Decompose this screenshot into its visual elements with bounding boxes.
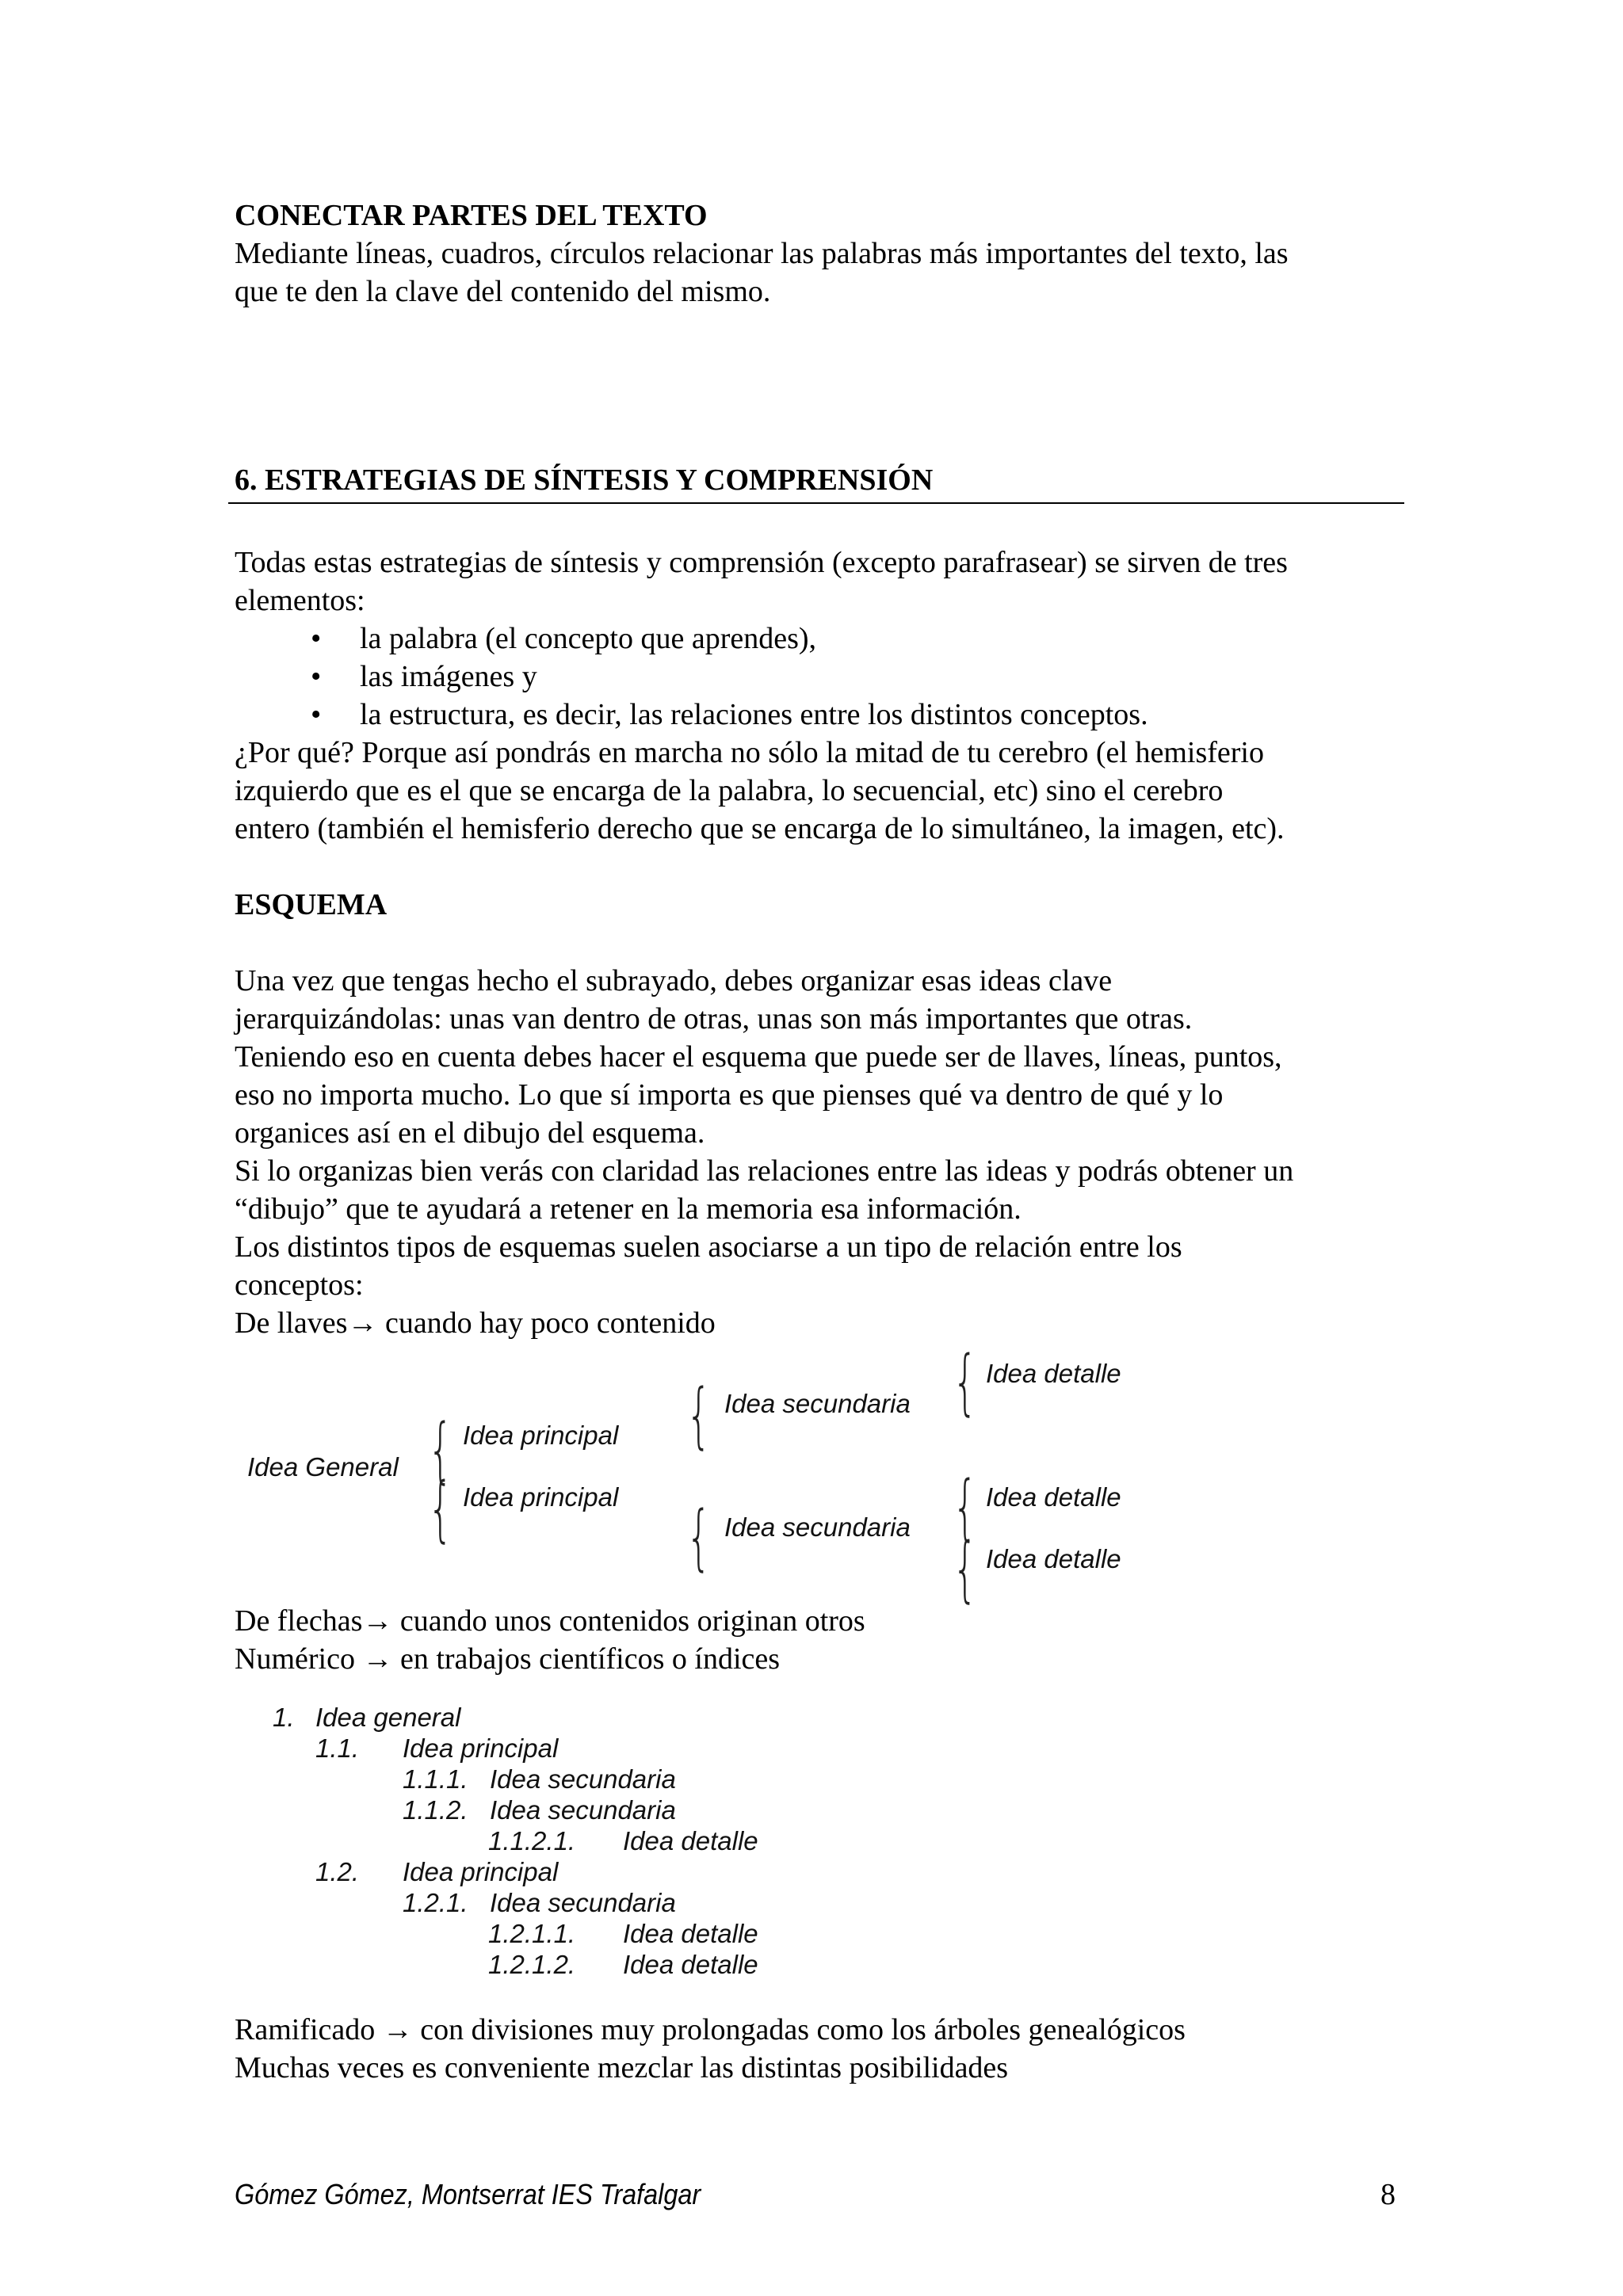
conectar-line-1: Mediante líneas, cuadros, círculos relacionar las palabras más importantes del texto, las <box>235 237 1289 270</box>
ramificado-label: Ramificado <box>235 2013 383 2046</box>
esquema-line-8: Los distintos tipos de esquemas suelen asociarse a un tipo de relación entre los <box>235 1230 1182 1264</box>
esquema-line-1: Una vez que tengas hecho el subrayado, debes organizar esas ideas clave <box>235 964 1113 997</box>
brace-icon: { <box>686 1496 712 1579</box>
intro-line-2: elementos: <box>235 584 365 617</box>
arrow-icon: → <box>347 1306 378 1340</box>
outline-num: 1.2.1. <box>403 1888 468 1917</box>
numerico-line <box>235 1640 1398 1678</box>
esquema-line-5: organices así en el dibujo del esquema. <box>235 1116 705 1150</box>
outline-num: 1.2.1.2. <box>488 1950 576 1979</box>
outline-num: 1.1.1. <box>403 1764 468 1794</box>
footer-author: Gómez Gómez, Montserrat IES Trafalgar <box>235 2178 701 2210</box>
heading-underline <box>228 502 1404 504</box>
brace-general: Idea General <box>247 1452 399 1482</box>
arrow-icon: → <box>362 1604 393 1638</box>
brace-detalle-1: Idea detalle <box>986 1359 1121 1388</box>
brace-icon: { <box>428 1409 453 1492</box>
arrow-icon: → <box>382 2013 413 2046</box>
section-heading-6: 6. ESTRATEGIAS DE SÍNTESIS Y COMPRENSIÓN <box>235 463 934 497</box>
section-heading-conectar: CONECTAR PARTES DEL TEXTO <box>235 199 708 232</box>
why-line-1: ¿Por qué? Porque así pondrás en marcha no sólo la mitad de tu cerebro (el hemisferio <box>235 736 1264 769</box>
flechas-label: De flechas <box>235 1604 363 1638</box>
why-line-2: izquierdo que es el que se encarga de la palabra, lo secuencial, etc) sino el cerebro <box>235 774 1224 807</box>
conectar-line-2: que te den la clave del contenido del mismo. <box>235 275 771 308</box>
outline-text: Idea detalle <box>623 1950 758 1979</box>
brace-icon: { <box>953 1527 978 1611</box>
numerico-desc: en trabajos científicos o índices <box>392 1642 781 1676</box>
brace-principal-2: Idea principal <box>463 1482 619 1512</box>
bullet-dot: • <box>311 660 322 693</box>
esquema-line-7: “dibujo” que te ayudará a retener en la memoria esa información. <box>235 1192 1022 1226</box>
brace-detalle-3: Idea detalle <box>986 1544 1121 1573</box>
outline-text: Idea principal <box>403 1857 559 1886</box>
outline-text: Idea detalle <box>623 1919 758 1948</box>
esquema-line-2: jerarquizándolas: unas van dentro de otras, unas son más importantes que otras. <box>235 1002 1193 1035</box>
esquema-line-3: Teniendo eso en cuenta debes hacer el esquema que puede ser de llaves, líneas, puntos, <box>235 1040 1282 1074</box>
esquema-line-6: Si lo organizas bien verás con claridad las relaciones entre las ideas y podrás obtener un <box>235 1154 1294 1188</box>
esquema-line-9: conceptos: <box>235 1268 364 1302</box>
brace-principal-1: Idea principal <box>463 1421 619 1450</box>
llaves-desc: cuando hay poco contenido <box>377 1306 716 1340</box>
outline-text: Idea secundaria <box>490 1888 676 1917</box>
ramificado-line <box>235 2011 1398 2049</box>
outline-text: Idea general <box>315 1703 461 1732</box>
bullet-item-1: la palabra (el concepto que aprendes), <box>360 622 817 655</box>
section-heading-esquema: ESQUEMA <box>235 888 388 921</box>
outline-num: 1.2. <box>315 1857 360 1886</box>
bullet-dot: • <box>311 622 322 655</box>
outline-num: 1.1.2.1. <box>488 1826 576 1855</box>
brace-icon: { <box>686 1374 712 1457</box>
brace-detalle-2: Idea detalle <box>986 1482 1121 1512</box>
outline-text: Idea secundaria <box>490 1795 676 1825</box>
bullet-item-3: la estructura, es decir, las relaciones entre los distintos conceptos. <box>360 698 1148 731</box>
numerico-label: Numérico <box>235 1642 363 1676</box>
flechas-desc: cuando unos contenidos originan otros <box>392 1604 865 1638</box>
brace-icon: { <box>428 1467 453 1550</box>
brace-icon: { <box>953 1341 978 1424</box>
outline-num: 1. <box>273 1703 295 1732</box>
outline-text: Idea detalle <box>623 1826 758 1855</box>
llaves-label: De llaves <box>235 1306 348 1340</box>
brace-icon: { <box>953 1466 978 1549</box>
brace-secundaria-2: Idea secundaria <box>724 1512 911 1542</box>
llaves-line <box>235 1304 1398 1342</box>
ramificado-desc: con divisiones muy prolongadas como los árboles genealógicos <box>412 2013 1186 2046</box>
bullet-item-2: las imágenes y <box>360 660 537 693</box>
why-line-3: entero (también el hemisferio derecho que se encarga de lo simultáneo, la imagen, etc). <box>235 812 1285 845</box>
page-number: 8 <box>1381 2178 1396 2211</box>
bullet-dot: • <box>311 698 322 731</box>
intro-line-1: Todas estas estrategias de síntesis y comprensión (excepto parafrasear) se sirven de tres <box>235 546 1288 579</box>
outline-text: Idea secundaria <box>490 1764 676 1794</box>
outline-text: Idea principal <box>403 1733 559 1763</box>
outline-num: 1.1. <box>315 1733 360 1763</box>
arrow-icon: → <box>362 1642 393 1676</box>
closing-line: Muchas veces es conveniente mezclar las distintas posibilidades <box>235 2051 1009 2084</box>
outline-num: 1.2.1.1. <box>488 1919 576 1948</box>
esquema-line-4: eso no importa mucho. Lo que sí importa es que pienses qué va dentro de qué y lo <box>235 1078 1224 1112</box>
flechas-line <box>235 1602 1398 1640</box>
outline-num: 1.1.2. <box>403 1795 468 1825</box>
brace-secundaria-1: Idea secundaria <box>724 1389 911 1418</box>
